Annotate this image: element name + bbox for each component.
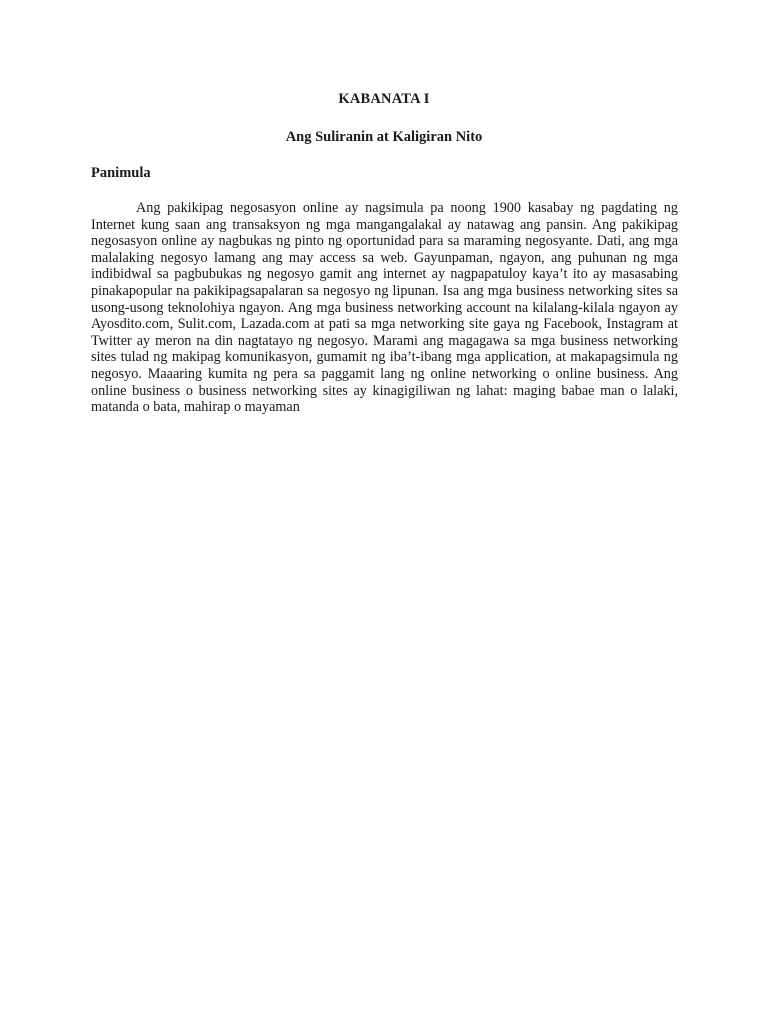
section-heading: Panimula bbox=[91, 165, 151, 181]
body-paragraph: Ang pakikipag negosasyon online ay nagsimula pa noong 1900 kasabay ng pagdating ng Internet kung saan ang transaksyon ng mga mangangalakal ay natawag ang pansin. Ang pakikipag negosasyon online ay nagbukas ng pinto ng oportunidad para sa maraming negosyante. Dati, ang mga malalaking negosyo lamang ang may access sa web. Gayunpaman, ngayon, ang puhunan ng mga indibidwal sa pagbubukas ng negosyo gamit ang internet ay nagpapatuloy kaya’t ito ay masasabing pinakapopular na pakikipagsapalaran sa negosyo ng lipunan. Isa ang mga business networking sites sa usong-usong teknolohiya ngayon. Ang mga business networking account na kilalang-kilala ngayon ay Ayosdito.com, Sulit.com, Lazada.com at pati sa mga networking site gaya ng Facebook, Instagram at Twitter ay meron na din nagtatayo ng negosyo. Marami ang magagawa sa mga business networking sites tulad ng makipag komunikasyon, gumamit ng iba’t-ibang mga application, at makapagsimula ng negosyo. Maaaring kumita ng pera sa paggamit lang ng online networking o online business. Ang online business o business networking sites ay kinagigiliwan ng lahat: maging babae man o lalaki, matanda o bata, mahirap o mayaman bbox=[91, 200, 678, 416]
chapter-title: Ang Suliranin at Kaligiran Nito bbox=[285, 129, 483, 145]
chapter-heading: KABANATA I bbox=[338, 91, 430, 107]
